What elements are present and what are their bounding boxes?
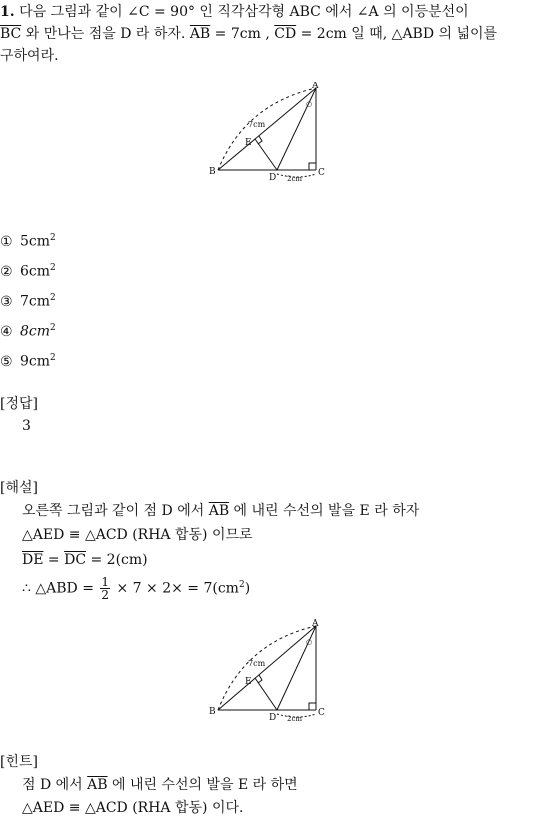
solution-eq: = [43,552,65,568]
triangle-figure-2 [205,618,335,724]
option-2-value: 6cm [20,263,51,280]
option-1[interactable] [0,228,56,252]
question-text-2a: 와 만나는 점을 D 라 하자. [21,26,190,42]
solution-exp: 2 [238,580,245,590]
answer-value: 3 [22,418,31,434]
right-angle-c [309,163,316,170]
option-4-value: 8cm [20,323,51,340]
solution-heading: [해설] [0,480,38,496]
hint-line-2: △AED ≡ △ACD (RHA 합동) 이다. [22,800,244,816]
label-2cm-2: 2cm [287,715,303,723]
label-e-2: E [245,677,252,687]
right-angle-e-2 [258,675,262,683]
question-line-1 [0,2,469,22]
label-2cm: 2cm [287,175,303,183]
option-3-exp: 2 [50,293,56,303]
answer-heading: [정답] [0,396,38,412]
solution-text-1a: 오른쪽 그림과 같이 점 D 에서 [22,503,209,519]
solution-segment-dc: $\overline{DC}$ [64,552,87,568]
question-line-3: 구하여라. [0,48,59,64]
label-a: A [312,82,319,91]
side-ab [218,88,316,170]
option-2[interactable] [0,258,56,282]
option-5-exp: 2 [50,353,56,363]
hint-line-1 [22,775,298,795]
right-angle-c-2 [309,703,316,710]
segment-bc: $\overline{BC}$ [0,26,22,42]
option-1-value: 5cm [20,233,51,250]
option-4-exp: 2 [50,323,56,333]
solution-text-1b: 에 내린 수선의 발을 E 라 하자 [229,503,420,519]
label-e: E [245,138,252,148]
solution-text-4b: × 7 × 2× = 7(cm [112,580,239,597]
solution-segment-de: $\overline{DE}$ [22,552,44,568]
hint-heading: [힌트] [0,754,38,770]
fraction-half [100,576,110,601]
solution-line-2: △AED ≡ △ACD (RHA 합동) 이므로 [22,527,253,543]
option-3-mark: ③ [0,293,13,310]
option-2-exp: 2 [50,263,56,273]
question-text-2c: = 2cm 일 때, △ABD 의 넓이를 [296,26,498,42]
question-line-2 [0,24,497,44]
label-b-2: B [209,707,216,717]
solution-line-3 [22,550,148,570]
label-b: B [209,167,216,177]
label-d-2: D [269,713,277,723]
option-5-mark: ⑤ [0,353,13,370]
option-3[interactable] [0,288,56,312]
solution-line-1 [22,501,419,521]
option-5[interactable] [0,348,56,372]
label-d: D [269,173,277,183]
question-text-1: 다음 그림과 같이 ∠C = 90° 인 직각삼각형 ABC 에서 ∠A 의 이등분선이 [19,4,469,20]
option-1-exp: 2 [50,233,56,243]
solution-close: ) [244,580,251,597]
question-number: 1. [0,4,15,20]
angle-mark: ○ [306,100,313,108]
segment-cd: $\overline{CD}$ [274,26,297,42]
label-c: C [318,168,325,178]
segment-ab: $\overline{AB}$ [189,26,211,42]
option-4-mark: ④ [0,323,13,340]
fraction-numerator: 1 [101,575,110,590]
right-angle-e [258,136,262,144]
solution-line-4 [22,568,250,606]
solution-text-4a: ∴ △ABD = [22,580,99,597]
option-5-value: 9cm [20,353,51,370]
label-7cm: 7cm [248,120,266,129]
option-1-mark: ① [0,233,13,250]
solution-text-3: = 2(cm) [86,552,148,568]
label-c-2: C [318,708,325,718]
hint-text-1b: 에 내린 수선의 발을 E 라 하면 [107,777,298,793]
hint-text-1a: 점 D 에서 [22,777,88,793]
triangle-figure-1 [205,82,335,186]
angle-mark-2: ○ [306,638,313,646]
hint-segment-ab: $\overline{AB}$ [87,777,108,793]
option-4[interactable] [0,318,56,342]
solution-segment-ab: $\overline{AB}$ [208,503,230,519]
side-ab-2 [218,626,316,710]
label-a-2: A [312,619,319,629]
option-3-value: 7cm [20,293,51,310]
label-7cm-2: 7cm [248,659,266,668]
option-2-mark: ② [0,263,13,280]
fraction-denominator: 2 [101,588,110,603]
question-text-2b: = 7cm , [210,26,275,42]
